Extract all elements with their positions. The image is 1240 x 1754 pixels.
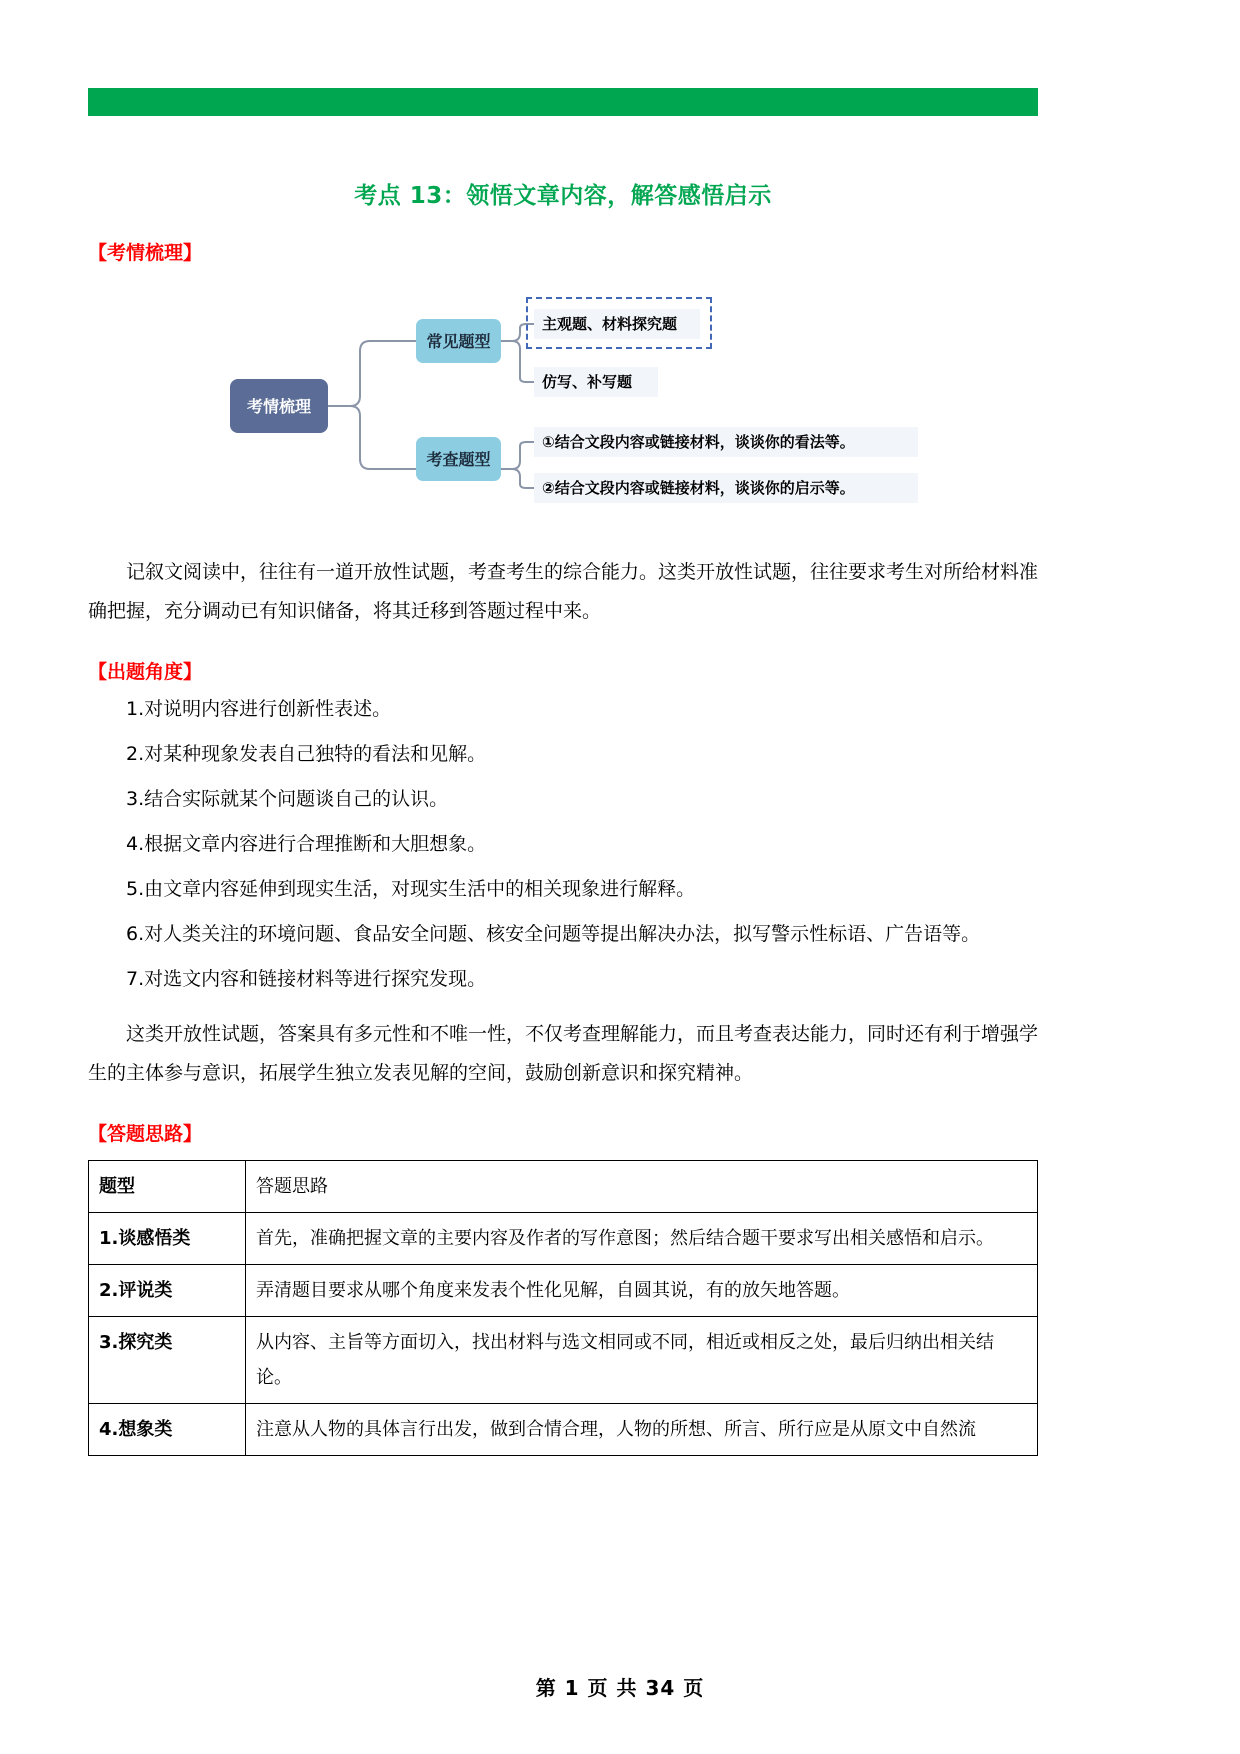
mindmap-branch-exam-types: 考查题型 [416, 437, 501, 481]
mindmap-leaf-viewpoint: ①结合文段内容或链接材料，谈谈你的看法等。 [534, 427, 918, 457]
exam-review-mindmap [88, 287, 1038, 537]
closing-paragraph: 这类开放性试题，答案具有多元性和不唯一性，不仅考查理解能力，而且考查表达能力，同时还有利于增强学生的主体参与意识，拓展学生独立发表见解的空间，鼓励创新意识和探究精神。 [88, 1022, 1039, 1084]
mindmap-branch-common-types: 常见题型 [416, 319, 501, 363]
table-row [89, 1403, 1038, 1455]
section-heading-question-angle: 【出题角度】 [88, 661, 203, 684]
table-row [89, 1316, 1038, 1403]
page-title: 考点 13：领悟文章内容，解答感悟启示 [354, 183, 772, 209]
table-cell-type: 4.想象类 [89, 1403, 246, 1455]
table-cell-idea: 从内容、主旨等方面切入，找出材料与选文相同或不同，相近或相反之处，最后归纳出相关结论。 [246, 1316, 1038, 1403]
answer-idea-table [88, 1160, 1038, 1457]
angle-item: 2.对某种现象发表自己独特的看法和见解。 [126, 743, 487, 765]
section-heading-exam-review: 【考情梳理】 [88, 242, 203, 265]
header-green-bar [88, 88, 1038, 116]
table-cell-type: 2.评说类 [89, 1264, 246, 1316]
table-header-idea: 答题思路 [246, 1160, 1038, 1212]
angle-item: 6.对人类关注的环境问题、食品安全问题、核安全问题等提出解决办法，拟写警示性标语、广告语等。 [126, 922, 981, 945]
angle-item: 3.结合实际就某个问题谈自己的认识。 [126, 787, 449, 810]
table-cell-idea: 注意从人物的具体言行出发，做到合情合理，人物的所想、所言、所行应是从原文中自然流 [246, 1403, 1038, 1455]
table-cell-idea: 首先，准确把握文章的主要内容及作者的写作意图；然后结合题干要求写出相关感悟和启示。 [246, 1212, 1038, 1264]
angle-item: 4.根据文章内容进行合理推断和大胆想象。 [126, 832, 487, 855]
mindmap-leaf-subjective-material: 主观题、材料探究题 [534, 309, 700, 339]
table-row [89, 1212, 1038, 1264]
table-cell-idea: 弄清题目要求从哪个角度来发表个性化见解，自圆其说，有的放矢地答题。 [246, 1264, 1038, 1316]
mindmap-leaf-imitation-completion: 仿写、补写题 [534, 367, 658, 397]
angle-item: 5.由文章内容延伸到现实生活，对现实生活中的相关现象进行解释。 [126, 877, 696, 900]
mindmap-root-node: 考情梳理 [230, 379, 328, 433]
document-content [88, 150, 1038, 1456]
page-footer: 第 1 页 共 34 页 [535, 1676, 705, 1700]
table-cell-type: 3.探究类 [89, 1316, 246, 1403]
table-row [89, 1264, 1038, 1316]
table-header-type: 题型 [89, 1160, 246, 1212]
angle-item: 1.对说明内容进行创新性表述。 [126, 698, 392, 721]
table-header-row [89, 1160, 1038, 1212]
angle-item: 7.对选文内容和链接材料等进行探究发现。 [126, 967, 487, 990]
table-cell-type: 1.谈感悟类 [89, 1212, 246, 1264]
mindmap-leaf-inspiration: ②结合文段内容或链接材料，谈谈你的启示等。 [534, 473, 918, 503]
section-heading-answer-idea: 【答题思路】 [88, 1122, 203, 1145]
intro-paragraph: 记叙文阅读中，往往有一道开放性试题，考查考生的综合能力。这类开放性试题，往往要求考生对所给材料准确把握，充分调动已有知识储备，将其迁移到答题过程中来。 [88, 561, 1039, 623]
